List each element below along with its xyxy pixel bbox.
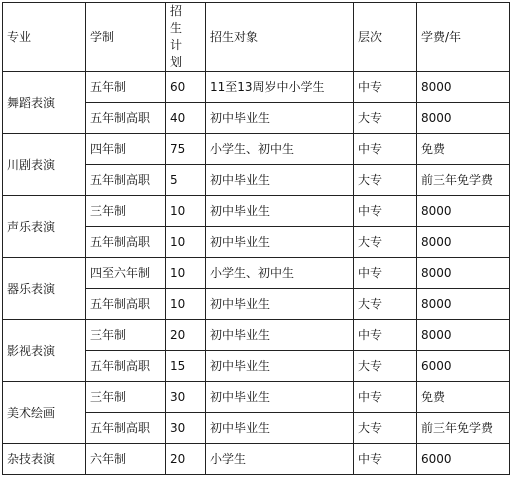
- cell-level: 中专: [354, 258, 417, 289]
- table-body: [3, 72, 510, 475]
- cell-duration: 五年制高职: [86, 413, 166, 444]
- cell-fee: 前三年免学费: [417, 413, 510, 444]
- cell-level: 中专: [354, 196, 417, 227]
- cell-fee: 8000: [417, 258, 510, 289]
- cell-duration: 五年制高职: [86, 165, 166, 196]
- cell-fee: 8000: [417, 227, 510, 258]
- cell-plan: 75: [166, 134, 206, 165]
- cell-target: 小学生: [206, 444, 354, 475]
- cell-level: 中专: [354, 382, 417, 413]
- cell-duration: 五年制高职: [86, 103, 166, 134]
- cell-level: 中专: [354, 444, 417, 475]
- cell-plan: 20: [166, 444, 206, 475]
- cell-fee: 8000: [417, 72, 510, 103]
- cell-major: 川剧表演: [3, 134, 86, 196]
- cell-target: 初中毕业生: [206, 382, 354, 413]
- cell-fee: 免费: [417, 134, 510, 165]
- cell-fee: 8000: [417, 196, 510, 227]
- cell-target: 初中毕业生: [206, 165, 354, 196]
- cell-plan: 5: [166, 165, 206, 196]
- cell-fee: 8000: [417, 103, 510, 134]
- cell-level: 中专: [354, 134, 417, 165]
- cell-level: 大专: [354, 227, 417, 258]
- cell-level: 大专: [354, 351, 417, 382]
- header-fee: 学费/年: [417, 3, 510, 72]
- cell-target: 小学生、初中生: [206, 134, 354, 165]
- table-row: [3, 134, 510, 165]
- header-plan-line1: 招 生: [170, 4, 187, 35]
- cell-duration: 五年制高职: [86, 227, 166, 258]
- cell-duration: 六年制: [86, 444, 166, 475]
- cell-target: 11至13周岁中小学生: [206, 72, 354, 103]
- header-duration: 学制: [86, 3, 166, 72]
- table-row: [3, 320, 510, 351]
- cell-plan: 15: [166, 351, 206, 382]
- header-row: [3, 3, 510, 72]
- cell-level: 大专: [354, 289, 417, 320]
- cell-duration: 四年制: [86, 134, 166, 165]
- cell-major: 影视表演: [3, 320, 86, 382]
- cell-level: 中专: [354, 320, 417, 351]
- enrollment-table: [2, 2, 510, 475]
- cell-duration: 三年制: [86, 382, 166, 413]
- cell-target: 初中毕业生: [206, 103, 354, 134]
- cell-plan: 40: [166, 103, 206, 134]
- cell-level: 大专: [354, 165, 417, 196]
- table-row: [3, 258, 510, 289]
- cell-plan: 10: [166, 258, 206, 289]
- header-target: 招生对象: [206, 3, 354, 72]
- cell-fee: 前三年免学费: [417, 165, 510, 196]
- cell-duration: 五年制高职: [86, 351, 166, 382]
- header-plan-line2: 计划: [170, 38, 187, 69]
- header-plan: [166, 3, 206, 72]
- table-row: [3, 72, 510, 103]
- cell-target: 小学生、初中生: [206, 258, 354, 289]
- header-level: 层次: [354, 3, 417, 72]
- cell-major: 声乐表演: [3, 196, 86, 258]
- cell-fee: 免费: [417, 382, 510, 413]
- cell-level: 大专: [354, 413, 417, 444]
- cell-major: 器乐表演: [3, 258, 86, 320]
- cell-fee: 8000: [417, 320, 510, 351]
- cell-duration: 五年制: [86, 72, 166, 103]
- table-row: [3, 382, 510, 413]
- cell-plan: 30: [166, 413, 206, 444]
- cell-duration: 三年制: [86, 320, 166, 351]
- cell-plan: 60: [166, 72, 206, 103]
- cell-major: 舞蹈表演: [3, 72, 86, 134]
- cell-major: 美术绘画: [3, 382, 86, 444]
- header-major: 专业: [3, 3, 86, 72]
- cell-target: 初中毕业生: [206, 351, 354, 382]
- cell-plan: 20: [166, 320, 206, 351]
- cell-duration: 五年制高职: [86, 289, 166, 320]
- cell-level: 中专: [354, 72, 417, 103]
- cell-major: 杂技表演: [3, 444, 86, 475]
- cell-duration: 三年制: [86, 196, 166, 227]
- cell-target: 初中毕业生: [206, 196, 354, 227]
- table-row: [3, 196, 510, 227]
- cell-plan: 30: [166, 382, 206, 413]
- cell-target: 初中毕业生: [206, 289, 354, 320]
- cell-target: 初中毕业生: [206, 413, 354, 444]
- cell-plan: 10: [166, 196, 206, 227]
- cell-duration: 四至六年制: [86, 258, 166, 289]
- cell-level: 大专: [354, 103, 417, 134]
- cell-target: 初中毕业生: [206, 227, 354, 258]
- table-row: [3, 444, 510, 475]
- cell-plan: 10: [166, 289, 206, 320]
- cell-fee: 6000: [417, 444, 510, 475]
- cell-plan: 10: [166, 227, 206, 258]
- cell-target: 初中毕业生: [206, 320, 354, 351]
- cell-fee: 6000: [417, 351, 510, 382]
- cell-fee: 8000: [417, 289, 510, 320]
